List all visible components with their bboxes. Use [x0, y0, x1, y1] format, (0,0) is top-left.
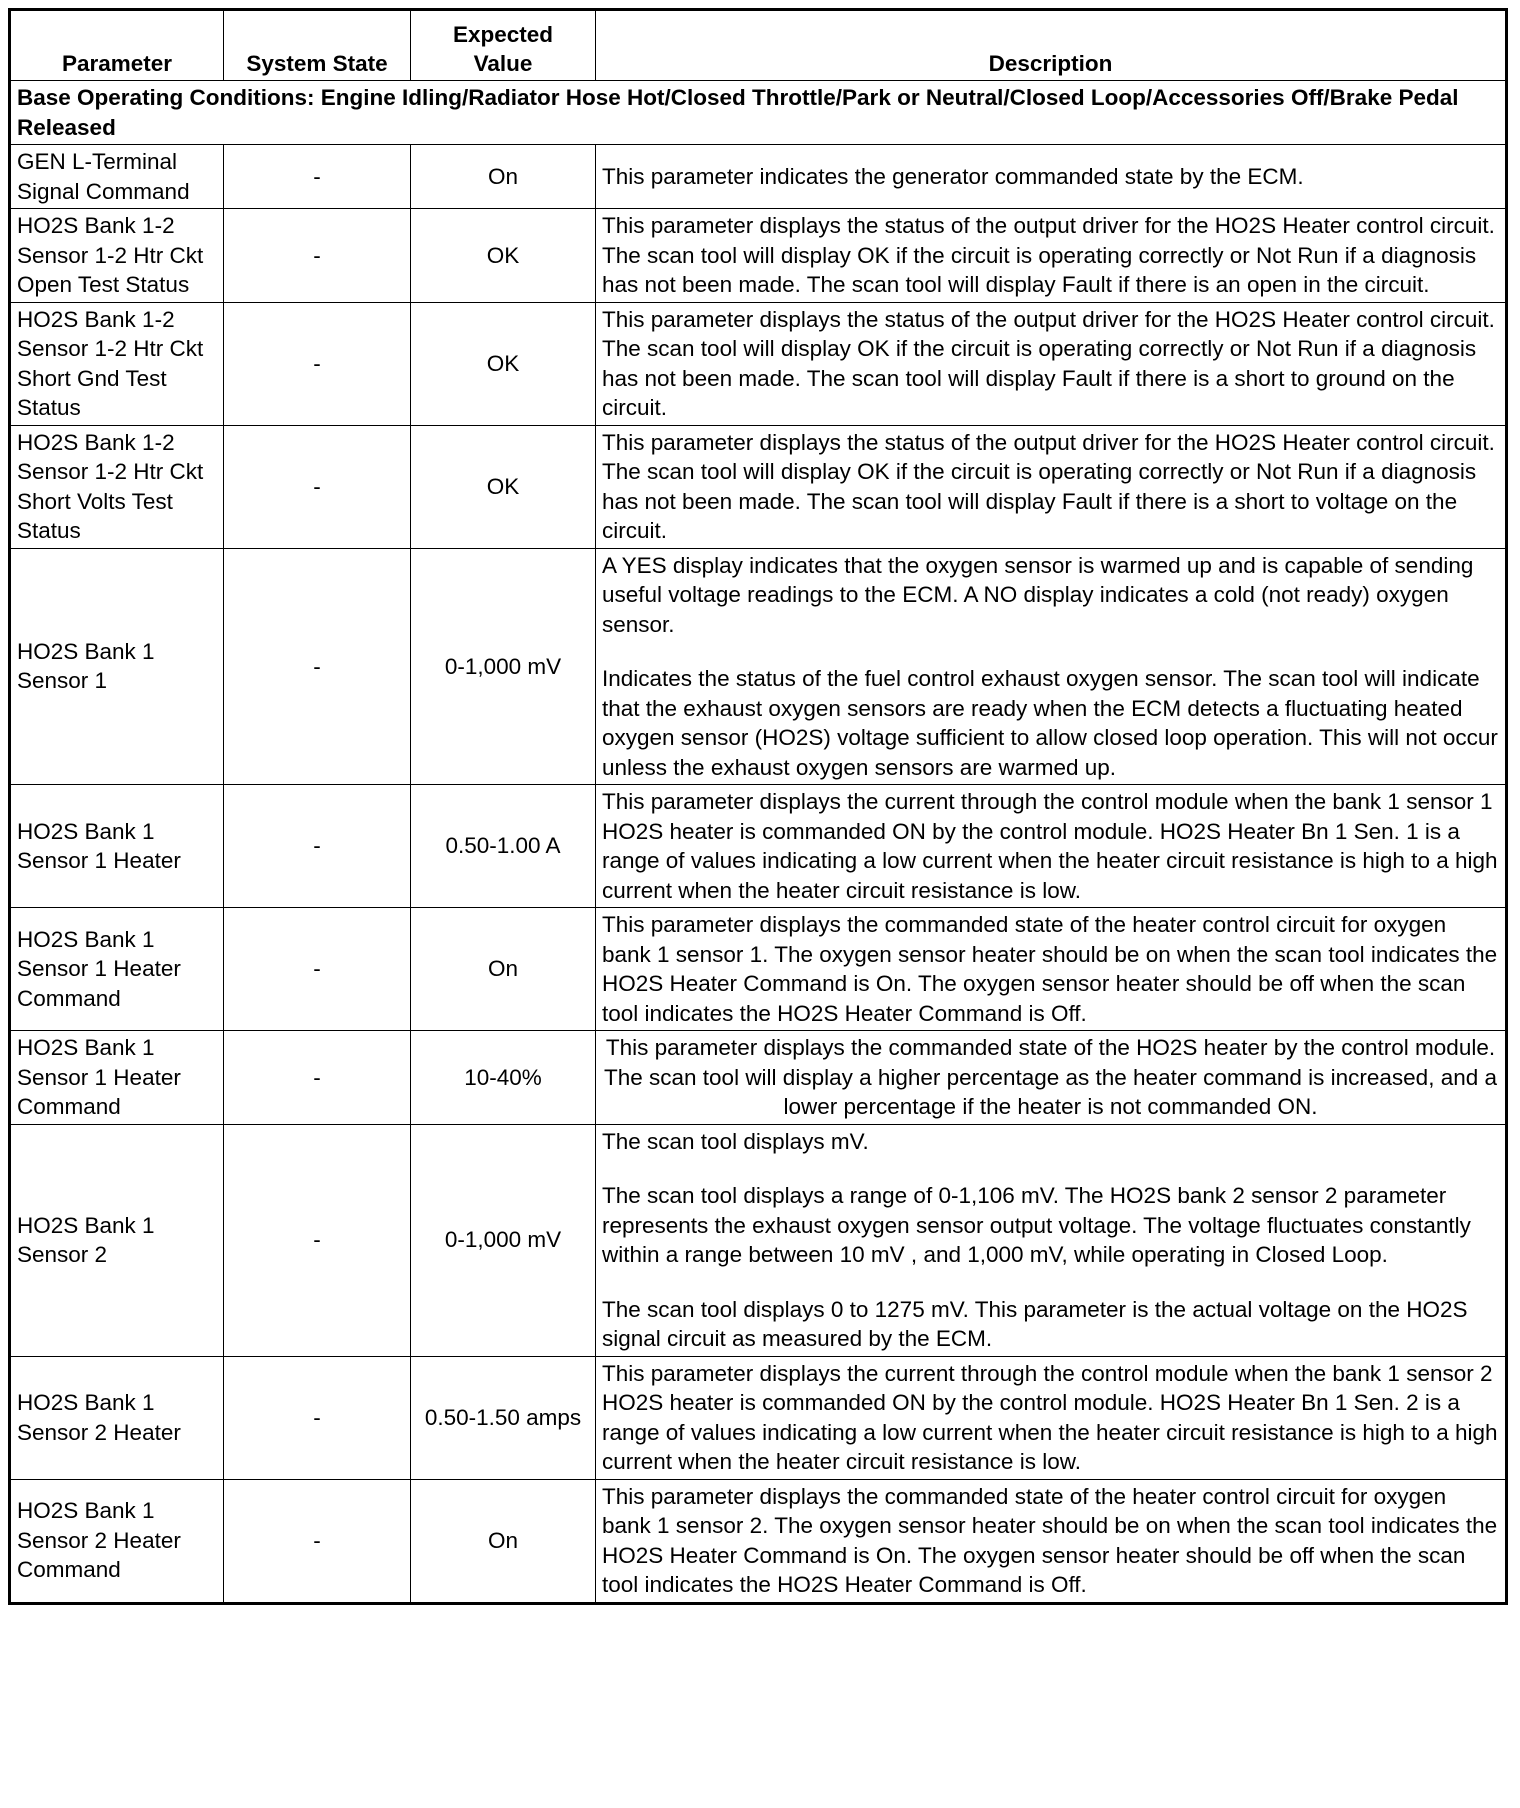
description-paragraph: This parameter displays the commanded state of the heater control circuit for oxygen bank 1 sensor 2. The oxygen sensor heater should be on when the scan tool indicates the HO2S Heater Command is On. The oxygen sensor heater should be off when the scan tool indicates the HO2S Heater Command is Off.	[602, 1483, 1498, 1597]
table-row	[10, 145, 1507, 209]
parameter-cell: HO2S Bank 1 Sensor 2 Heater	[10, 1356, 224, 1479]
table-row	[10, 209, 1507, 303]
description-paragraph: A YES display indicates that the oxygen sensor is warmed up and is capable of sending useful voltage readings to the ECM. A NO display indicates a cold (not ready) oxygen sensor.	[602, 552, 1474, 637]
system-state-cell: -	[224, 145, 411, 209]
parameter-cell: HO2S Bank 1 Sensor 2 Heater Command	[10, 1479, 224, 1603]
table-row	[10, 908, 1507, 1031]
description-cell	[596, 1356, 1507, 1479]
description-paragraph: The scan tool displays a range of 0-1,106 mV. The HO2S bank 2 sensor 2 parameter represents the exhaust oxygen sensor output voltage. The voltage fluctuates constantly within a range between 10 mV , and 1,000 mV, while operating in Closed Loop.	[602, 1183, 1471, 1267]
description-paragraph: This parameter displays the commanded state of the HO2S heater by the control module. The scan tool will display a higher percentage as the heater command is increased, and a lower percentage if the heater is not commanded ON.	[603, 1035, 1497, 1119]
expected-value-cell: OK	[411, 425, 596, 548]
header-row	[10, 10, 1507, 81]
parameter-cell: HO2S Bank 1 Sensor 1 Heater Command	[10, 908, 224, 1031]
description-cell	[596, 1031, 1507, 1125]
description-paragraph: This parameter displays the commanded state of the heater control circuit for oxygen bank 1 sensor 1. The oxygen sensor heater should be on when the scan tool indicates the HO2S Heater Command is On. The oxygen sensor heater should be off when the scan tool indicates the HO2S Heater Command is Off.	[602, 912, 1498, 1026]
expected-value-cell: 0-1,000 mV	[411, 1124, 596, 1356]
expected-value-cell: 10-40%	[411, 1031, 596, 1125]
table-body	[10, 81, 1507, 1604]
description-paragraph: This parameter displays the status of the output driver for the HO2S Heater control circuit. The scan tool will display OK if the circuit is operating correctly or Not Run if a diagnosis has not been made. The scan tool will display Fault if there is an open in the circuit.	[602, 213, 1495, 297]
description-paragraph: This parameter indicates the generator commanded state by the ECM.	[602, 163, 1304, 189]
parameter-cell: HO2S Bank 1-2 Sensor 1-2 Htr Ckt Short Volts Test Status	[10, 425, 224, 548]
parameter-cell: HO2S Bank 1 Sensor 1 Heater Command	[10, 1031, 224, 1125]
header-description: Description	[596, 10, 1507, 81]
parameter-cell: HO2S Bank 1 Sensor 1 Heater	[10, 785, 224, 908]
description-cell	[596, 908, 1507, 1031]
header-system-state: System State	[224, 10, 411, 81]
description-cell	[596, 1479, 1507, 1603]
parameter-table	[8, 8, 1508, 1605]
description-cell	[596, 302, 1507, 425]
expected-value-cell: OK	[411, 302, 596, 425]
description-paragraph: This parameter displays the current through the control module when the bank 1 sensor 1 HO2S heater is commanded ON by the control module. HO2S Heater Bn 1 Sen. 1 is a range of values indicating a low current when the heater circuit resistance is high to a high current when the heater circuit resistance is low.	[602, 789, 1498, 903]
table-row	[10, 1479, 1507, 1603]
description-cell	[596, 145, 1507, 209]
parameter-cell: HO2S Bank 1-2 Sensor 1-2 Htr Ckt Short Gnd Test Status	[10, 302, 224, 425]
description-cell	[596, 548, 1507, 785]
description-paragraph: Indicates the status of the fuel control exhaust oxygen sensor. The scan tool will indicate that the exhaust oxygen sensors are ready when the ECM detects a fluctuating heated oxygen sensor (HO2S) voltage sufficient to allow closed loop operation. This will not occur unless the exhaust oxygen sensors are warmed up.	[602, 666, 1498, 780]
base-conditions: Base Operating Conditions: Engine Idling/Radiator Hose Hot/Closed Throttle/Park or Neutral/Closed Loop/Accessories Off/Brake Pedal Released	[10, 81, 1507, 145]
system-state-cell: -	[224, 785, 411, 908]
description-cell	[596, 209, 1507, 303]
table-row	[10, 1124, 1507, 1356]
parameter-cell: HO2S Bank 1-2 Sensor 1-2 Htr Ckt Open Test Status	[10, 209, 224, 303]
description-cell	[596, 785, 1507, 908]
base-conditions-row	[10, 81, 1507, 145]
system-state-cell: -	[224, 1356, 411, 1479]
description-paragraph: This parameter displays the status of the output driver for the HO2S Heater control circuit. The scan tool will display OK if the circuit is operating correctly or Not Run if a diagnosis has not been made. The scan tool will display Fault if there is a short to voltage on the circuit.	[602, 429, 1495, 543]
parameter-cell: HO2S Bank 1 Sensor 2	[10, 1124, 224, 1356]
parameter-cell: HO2S Bank 1 Sensor 1	[10, 548, 224, 785]
description-cell	[596, 1124, 1507, 1356]
expected-value-cell: OK	[411, 209, 596, 303]
table-row	[10, 1356, 1507, 1479]
header-expected-value: Expected Value	[411, 10, 596, 81]
expected-value-cell: On	[411, 908, 596, 1031]
table-row	[10, 425, 1507, 548]
description-paragraph: This parameter displays the current through the control module when the bank 1 sensor 2 HO2S heater is commanded ON by the control module. HO2S Heater Bn 1 Sen. 2 is a range of values indicating a low current when the heater circuit resistance is high to a high current when the heater circuit resistance is low.	[602, 1360, 1498, 1474]
table-row	[10, 548, 1507, 785]
header-parameter: Parameter	[10, 10, 224, 81]
description-paragraph: This parameter displays the status of the output driver for the HO2S Heater control circuit. The scan tool will display OK if the circuit is operating correctly or Not Run if a diagnosis has not been made. The scan tool will display Fault if there is a short to ground on the circuit.	[602, 306, 1495, 420]
system-state-cell: -	[224, 302, 411, 425]
system-state-cell: -	[224, 209, 411, 303]
table-row	[10, 302, 1507, 425]
expected-value-cell: On	[411, 145, 596, 209]
table-row	[10, 785, 1507, 908]
system-state-cell: -	[224, 1479, 411, 1603]
expected-value-cell: 0-1,000 mV	[411, 548, 596, 785]
expected-value-cell: On	[411, 1479, 596, 1603]
parameter-cell: GEN L-Terminal Signal Command	[10, 145, 224, 209]
expected-value-cell: 0.50-1.50 amps	[411, 1356, 596, 1479]
system-state-cell: -	[224, 548, 411, 785]
system-state-cell: -	[224, 1124, 411, 1356]
table-row	[10, 1031, 1507, 1125]
description-paragraph: The scan tool displays mV.	[602, 1128, 869, 1154]
description-paragraph: The scan tool displays 0 to 1275 mV. This parameter is the actual voltage on the HO2S signal circuit as measured by the ECM.	[602, 1296, 1468, 1351]
system-state-cell: -	[224, 908, 411, 1031]
expected-value-cell: 0.50-1.00 A	[411, 785, 596, 908]
description-cell	[596, 425, 1507, 548]
system-state-cell: -	[224, 1031, 411, 1125]
system-state-cell: -	[224, 425, 411, 548]
